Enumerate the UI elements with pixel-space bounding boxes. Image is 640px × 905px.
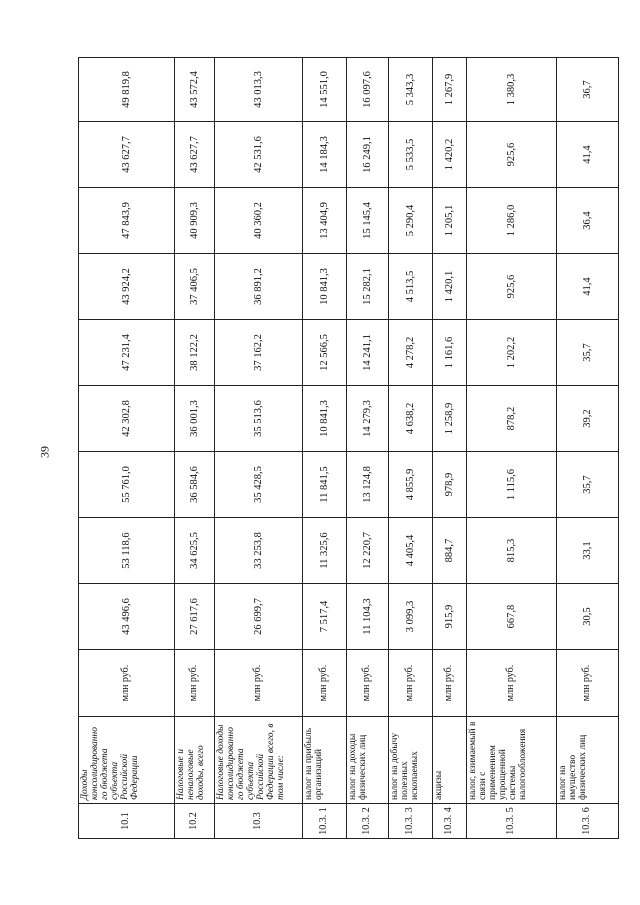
row-value: 667,8 — [467, 584, 557, 650]
row-value: 36,4 — [557, 188, 619, 254]
row-value: 53 118,6 — [79, 518, 175, 584]
row-value: 1 286,0 — [467, 188, 557, 254]
table-container — [78, 58, 618, 839]
row-value: 10 841,3 — [303, 386, 347, 452]
page-number: 39 — [37, 446, 52, 458]
row-value: 38 122,2 — [175, 320, 215, 386]
row-name: Налоговые доходы консолидированно го бюджета субъекта Российской Федерации всего, в том числе: — [215, 717, 303, 804]
budget-revenue-table — [78, 57, 619, 839]
row-value: 40 360,2 — [215, 188, 303, 254]
row-value: 34 625,5 — [175, 518, 215, 584]
row-value: 5 533,5 — [389, 122, 433, 188]
row-value: 11 841,5 — [303, 452, 347, 518]
row-value: 43 924,2 — [79, 254, 175, 320]
table-row — [389, 58, 433, 839]
row-value: 4 513,5 — [389, 254, 433, 320]
table-row — [347, 58, 389, 839]
row-value: 11 325,6 — [303, 518, 347, 584]
row-value: 12 566,5 — [303, 320, 347, 386]
row-value: 15 145,4 — [347, 188, 389, 254]
row-value: 14 551,0 — [303, 58, 347, 122]
row-value: 1 115,6 — [467, 452, 557, 518]
row-value: 1 258,9 — [433, 386, 467, 452]
row-value: 42 531,6 — [215, 122, 303, 188]
table-row — [215, 58, 303, 839]
row-unit: млн руб. — [79, 650, 175, 717]
row-name: налог на прибыль организаций — [303, 717, 347, 804]
row-unit: млн руб. — [389, 650, 433, 717]
row-value: 49 819,8 — [79, 58, 175, 122]
row-name: налог на доходы физических лиц — [347, 717, 389, 804]
row-value: 1 205,1 — [433, 188, 467, 254]
row-value: 36 891,2 — [215, 254, 303, 320]
row-value: 13 124,8 — [347, 452, 389, 518]
row-value: 925,6 — [467, 254, 557, 320]
row-unit: млн руб. — [175, 650, 215, 717]
row-code: 10.1 — [79, 804, 175, 839]
row-value: 16 249,1 — [347, 122, 389, 188]
row-value: 35,7 — [557, 452, 619, 518]
row-value: 4 638,2 — [389, 386, 433, 452]
row-value: 26 699,7 — [215, 584, 303, 650]
row-value: 13 404,9 — [303, 188, 347, 254]
row-value: 915,9 — [433, 584, 467, 650]
row-value: 55 761,0 — [79, 452, 175, 518]
row-code: 10.3. 4 — [433, 804, 467, 839]
row-value: 42 302,8 — [79, 386, 175, 452]
row-value: 43 013,3 — [215, 58, 303, 122]
row-code: 10.3. 5 — [467, 804, 557, 839]
row-value: 43 627,7 — [79, 122, 175, 188]
row-code: 10.3. 1 — [303, 804, 347, 839]
row-value: 43 627,7 — [175, 122, 215, 188]
row-value: 47 231,4 — [79, 320, 175, 386]
row-value: 10 841,3 — [303, 254, 347, 320]
row-value: 35 513,6 — [215, 386, 303, 452]
row-unit: млн руб. — [347, 650, 389, 717]
row-value: 925,6 — [467, 122, 557, 188]
row-value: 4 855,9 — [389, 452, 433, 518]
table-row — [303, 58, 347, 839]
row-value: 1 267,9 — [433, 58, 467, 122]
row-code: 10.3. 3 — [389, 804, 433, 839]
row-code: 10.2 — [175, 804, 215, 839]
row-value: 1 202,2 — [467, 320, 557, 386]
table-row — [467, 58, 557, 839]
row-name: налог на имущество физических лиц — [557, 717, 619, 804]
row-unit: млн руб. — [215, 650, 303, 717]
row-value: 27 617,6 — [175, 584, 215, 650]
row-value: 4 405,4 — [389, 518, 433, 584]
row-value: 5 343,3 — [389, 58, 433, 122]
row-unit: млн руб. — [467, 650, 557, 717]
row-value: 978,9 — [433, 452, 467, 518]
row-value: 7 517,4 — [303, 584, 347, 650]
row-value: 37 162,2 — [215, 320, 303, 386]
table-rotated-frame — [78, 58, 618, 839]
row-value: 41,4 — [557, 254, 619, 320]
row-value: 4 278,2 — [389, 320, 433, 386]
row-value: 16 097,6 — [347, 58, 389, 122]
row-unit: млн руб. — [303, 650, 347, 717]
row-value: 37 406,5 — [175, 254, 215, 320]
row-value: 47 843,9 — [79, 188, 175, 254]
row-value: 30,5 — [557, 584, 619, 650]
row-name: Налоговые и неналоговые доходы, всего — [175, 717, 215, 804]
row-value: 39,2 — [557, 386, 619, 452]
row-name: налог на добычу полезных ископаемых — [389, 717, 433, 804]
row-code: 10.3 — [215, 804, 303, 839]
row-value: 1 161,6 — [433, 320, 467, 386]
row-name: акцизы — [433, 717, 467, 804]
row-name: Доходы консолидированно го бюджета субъекта Российской Федерации — [79, 717, 175, 804]
row-value: 14 184,3 — [303, 122, 347, 188]
row-value: 5 290,4 — [389, 188, 433, 254]
row-value: 1 420,1 — [433, 254, 467, 320]
row-value: 15 282,1 — [347, 254, 389, 320]
row-value: 12 220,7 — [347, 518, 389, 584]
row-value: 40 909,3 — [175, 188, 215, 254]
row-unit: млн руб. — [557, 650, 619, 717]
row-value: 1 380,3 — [467, 58, 557, 122]
row-code: 10.3. 2 — [347, 804, 389, 839]
row-value: 35 428,5 — [215, 452, 303, 518]
row-value: 815,3 — [467, 518, 557, 584]
table-row — [79, 58, 175, 839]
row-value: 43 572,4 — [175, 58, 215, 122]
row-value: 14 241,1 — [347, 320, 389, 386]
row-value: 3 099,3 — [389, 584, 433, 650]
row-value: 35,7 — [557, 320, 619, 386]
row-unit: млн руб. — [433, 650, 467, 717]
table-row — [557, 58, 619, 839]
table-row — [433, 58, 467, 839]
row-value: 11 104,3 — [347, 584, 389, 650]
row-value: 1 420,2 — [433, 122, 467, 188]
table-row — [175, 58, 215, 839]
row-value: 43 496,6 — [79, 584, 175, 650]
row-value: 33,1 — [557, 518, 619, 584]
row-value: 14 279,3 — [347, 386, 389, 452]
row-code: 10.3. 6 — [557, 804, 619, 839]
row-value: 36 584,6 — [175, 452, 215, 518]
row-value: 884,7 — [433, 518, 467, 584]
row-value: 36,7 — [557, 58, 619, 122]
row-value: 33 253,8 — [215, 518, 303, 584]
row-value: 41,4 — [557, 122, 619, 188]
row-name: налог, взимаемый в связи с применением упрощенной системы налогообложения — [467, 717, 557, 804]
row-value: 878,2 — [467, 386, 557, 452]
row-value: 36 001,3 — [175, 386, 215, 452]
